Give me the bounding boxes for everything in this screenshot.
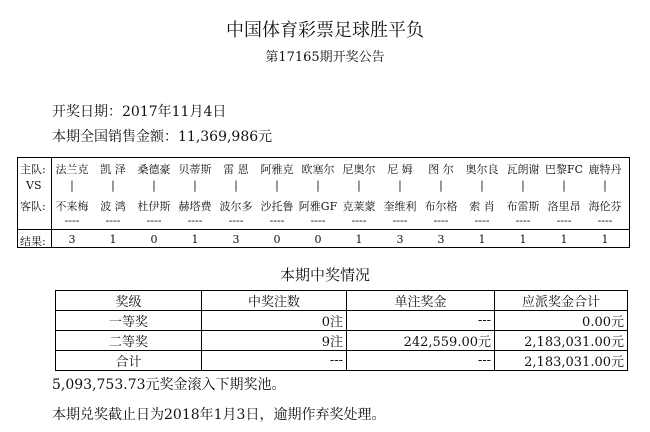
prize-level: 二等奖 [56, 331, 202, 351]
dash-line: ---- [474, 214, 490, 227]
vs-separator: | [275, 179, 279, 192]
away-team: 奎维利 [383, 200, 417, 213]
dash-line: ---- [64, 214, 80, 227]
away-team: 杜伊斯 [137, 200, 171, 213]
prize-level: 一等奖 [56, 311, 202, 331]
home-team: 瓦朗谢 [506, 163, 540, 176]
away-team: 布尔格 [424, 200, 458, 213]
away-team: 阿雅GF [298, 200, 338, 213]
home-team: 奥尔良 [465, 163, 499, 176]
away-team: 赫塔费 [178, 200, 212, 213]
match-result: 1 [478, 233, 486, 246]
header-unit: 单注奖金 [347, 291, 495, 311]
grid-label-column [18, 158, 52, 247]
match-result: 0 [150, 233, 158, 246]
away-team: 波尔多 [219, 200, 253, 213]
vs-separator: | [480, 179, 484, 192]
away-team: 索 肖 [469, 200, 495, 213]
total-prize: 0.00元 [495, 311, 628, 331]
match-result: 3 [68, 233, 76, 246]
home-team: 贝蒂斯 [178, 163, 212, 176]
table-row [56, 351, 628, 371]
winner-count: 9注 [202, 331, 347, 351]
dash-line: ---- [269, 214, 285, 227]
home-team: 雷 恩 [223, 163, 249, 176]
dash-line: ---- [433, 214, 449, 227]
vs-separator: | [152, 179, 156, 192]
home-team: 尼 姆 [387, 163, 413, 176]
away-team: 海伦芬 [588, 200, 622, 213]
vs-separator: | [521, 179, 525, 192]
header-level: 奖级 [56, 291, 202, 311]
vs-label: VS [26, 179, 42, 192]
prize-table-header [56, 291, 628, 311]
match-result: 3 [232, 233, 240, 246]
winner-count: 0注 [202, 311, 347, 331]
home-label: 主队: [20, 163, 46, 176]
deadline-note: 本期兑奖截止日为2018年1月3日，逾期作弃奖处理。 [52, 407, 386, 423]
vs-separator: | [316, 179, 320, 192]
home-team: 阿雅克 [260, 163, 294, 176]
match-result: 3 [396, 233, 404, 246]
result-label: 结果: [20, 235, 46, 248]
away-team: 洛里昂 [547, 200, 581, 213]
dash-line: ---- [310, 214, 326, 227]
home-team: 法兰克 [55, 163, 89, 176]
dash-line: ---- [515, 214, 531, 227]
vs-separator: | [562, 179, 566, 192]
match-result: 1 [601, 233, 609, 246]
match-result: 0 [273, 233, 281, 246]
match-grid [17, 157, 630, 248]
home-team: 凯 泽 [100, 163, 126, 176]
home-team: 鹿特丹 [588, 163, 622, 176]
header-count: 中奖注数 [202, 291, 347, 311]
away-team: 沙托鲁 [260, 200, 294, 213]
vs-separator: | [111, 179, 115, 192]
vs-separator: | [193, 179, 197, 192]
vs-separator: | [439, 179, 443, 192]
sales-amount: 本期全国销售金额：11,369,986元 [52, 129, 273, 145]
total-prize: 2,183,031.00元 [495, 331, 628, 351]
home-team: 欧塞尔 [301, 163, 335, 176]
prize-table [55, 290, 628, 371]
home-team: 巴黎FC [544, 163, 584, 176]
vs-separator: | [603, 179, 607, 192]
match-result: 1 [560, 233, 568, 246]
table-row [56, 331, 628, 351]
rollover-note: 5,093,753.73元奖金滚入下期奖池。 [52, 377, 286, 393]
vs-separator: | [398, 179, 402, 192]
prize-section-title: 本期中奖情况 [279, 266, 370, 284]
match-result: 1 [109, 233, 117, 246]
vs-separator: | [70, 179, 74, 192]
prize-level: 合计 [56, 351, 202, 371]
unit-prize: --- [347, 311, 495, 331]
home-team: 尼奥尔 [342, 163, 376, 176]
unit-prize: 242,559.00元 [347, 331, 495, 351]
dash-line: ---- [187, 214, 203, 227]
away-team: 布雷斯 [506, 200, 540, 213]
vs-separator: | [357, 179, 361, 192]
header-total: 应派奖金合计 [495, 291, 628, 311]
dash-line: ---- [146, 214, 162, 227]
dash-line: ---- [392, 214, 408, 227]
page-title: 中国体育彩票足球胜平负 [226, 20, 424, 41]
away-team: 不来梅 [55, 200, 89, 213]
dash-line: ---- [105, 214, 121, 227]
draw-date: 开奖日期：2017年11月4日 [52, 104, 227, 120]
dash-line: ---- [228, 214, 244, 227]
unit-prize: --- [347, 351, 495, 371]
total-prize: 2,183,031.00元 [495, 351, 628, 371]
grid-divider [18, 229, 629, 230]
dash-line: ---- [556, 214, 572, 227]
dash-line: ---- [351, 214, 367, 227]
away-team: 波 鸿 [100, 200, 126, 213]
table-row [56, 311, 628, 331]
dash-line: ---- [597, 214, 613, 227]
match-result: 1 [519, 233, 527, 246]
home-team: 桑德豪 [137, 163, 171, 176]
match-result: 3 [437, 233, 445, 246]
away-team: 克莱蒙 [342, 200, 376, 213]
match-result: 1 [355, 233, 363, 246]
winner-count: --- [202, 351, 347, 371]
match-result: 0 [314, 233, 322, 246]
vs-separator: | [234, 179, 238, 192]
home-team: 图 尔 [428, 163, 454, 176]
away-label: 客队: [20, 200, 46, 213]
issue-subtitle: 第17165期开奖公告 [265, 50, 385, 65]
match-result: 1 [191, 233, 199, 246]
